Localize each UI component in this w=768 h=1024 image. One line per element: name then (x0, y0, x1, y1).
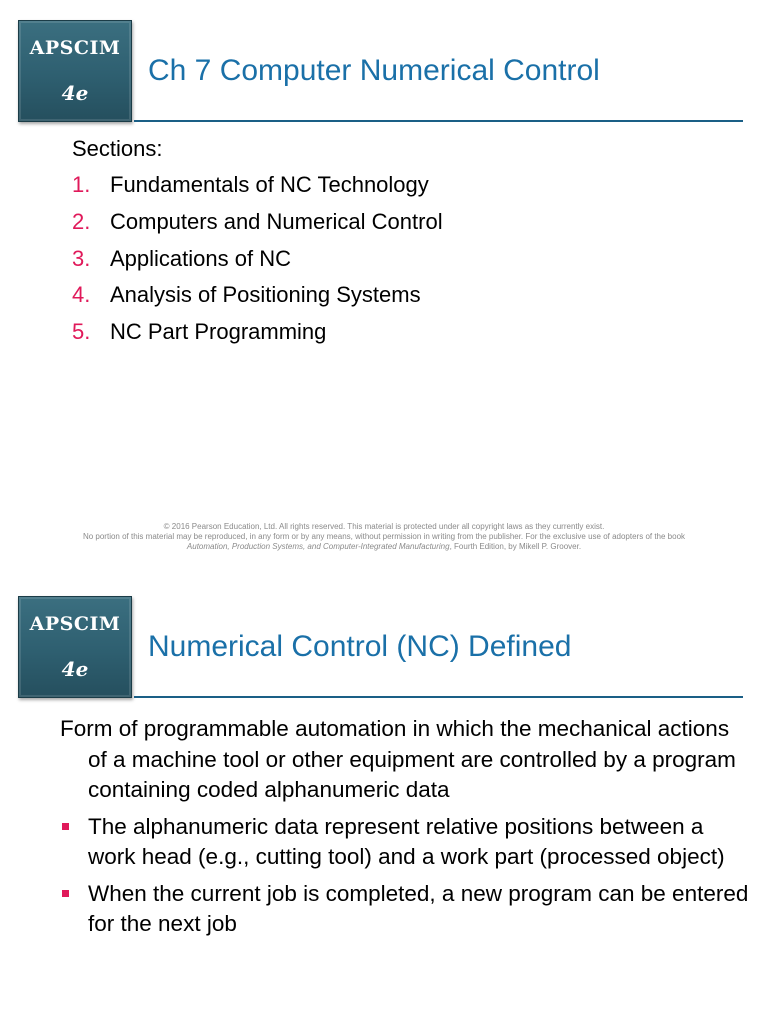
copyright-line-3 (0, 542, 768, 552)
book-edition: , Fourth Edition, by Mikell P. Groover. (449, 542, 582, 551)
section-number: 4. (72, 282, 91, 308)
slide-title: Ch 7 Computer Numerical Control (148, 54, 600, 87)
copyright-line-2: No portion of this material may be reproduced, in any form or by any means, without permission in writing from the publisher. For the exclusive use of adopters of the book (82, 532, 686, 541)
section-item (72, 172, 443, 209)
slide-title: Numerical Control (NC) Defined (148, 630, 572, 663)
sections-label: Sections: (72, 136, 163, 161)
copyright-notice (0, 522, 768, 552)
definition-text: Form of programmable automation in which the mechanical actions of a machine tool or other equipment are controlled by a program containing coded alphanumeric data (60, 716, 736, 802)
section-item (72, 282, 443, 319)
section-item (72, 209, 443, 246)
sections-list (72, 172, 443, 356)
copyright-line-1: © 2016 Pearson Education, Ltd. All rights reserved. This material is protected under all copyright laws as they currently exist. (163, 522, 605, 531)
bullet-marker (62, 823, 69, 830)
slide-2 (0, 576, 768, 1024)
bullet-marker (62, 890, 69, 897)
bullet-text: When the current job is completed, a new program can be entered for the next job (88, 880, 749, 936)
definition-body (60, 714, 750, 946)
section-text: Computers and Numerical Control (110, 208, 443, 234)
section-text: Applications of NC (110, 245, 291, 271)
badge-label: APSCIM (29, 613, 121, 635)
book-title: Automation, Production Systems, and Computer-Integrated Manufacturing (186, 542, 450, 551)
section-number: 1. (72, 172, 91, 197)
badge-edition: 4e (61, 657, 89, 681)
section-text: NC Part Programming (110, 319, 327, 345)
title-divider (134, 120, 743, 122)
apscim-logo-badge (18, 596, 132, 698)
title-divider (134, 696, 743, 698)
section-text: Analysis of Positioning Systems (110, 282, 421, 308)
section-number: 2. (72, 208, 91, 234)
apscim-logo-badge (18, 20, 132, 122)
section-text: Fundamentals of NC Technology (110, 172, 429, 197)
section-item (72, 319, 443, 356)
bullet-item (60, 879, 750, 940)
badge-edition: 4e (61, 81, 89, 105)
bullet-item (60, 812, 750, 873)
section-number: 5. (72, 319, 91, 345)
badge-label: APSCIM (29, 37, 121, 59)
bullet-text: The alphanumeric data represent relative positions between a work head (e.g., cutting tool) and a work part (processed object) (88, 813, 725, 869)
section-item (72, 246, 443, 283)
section-number: 3. (72, 245, 91, 271)
